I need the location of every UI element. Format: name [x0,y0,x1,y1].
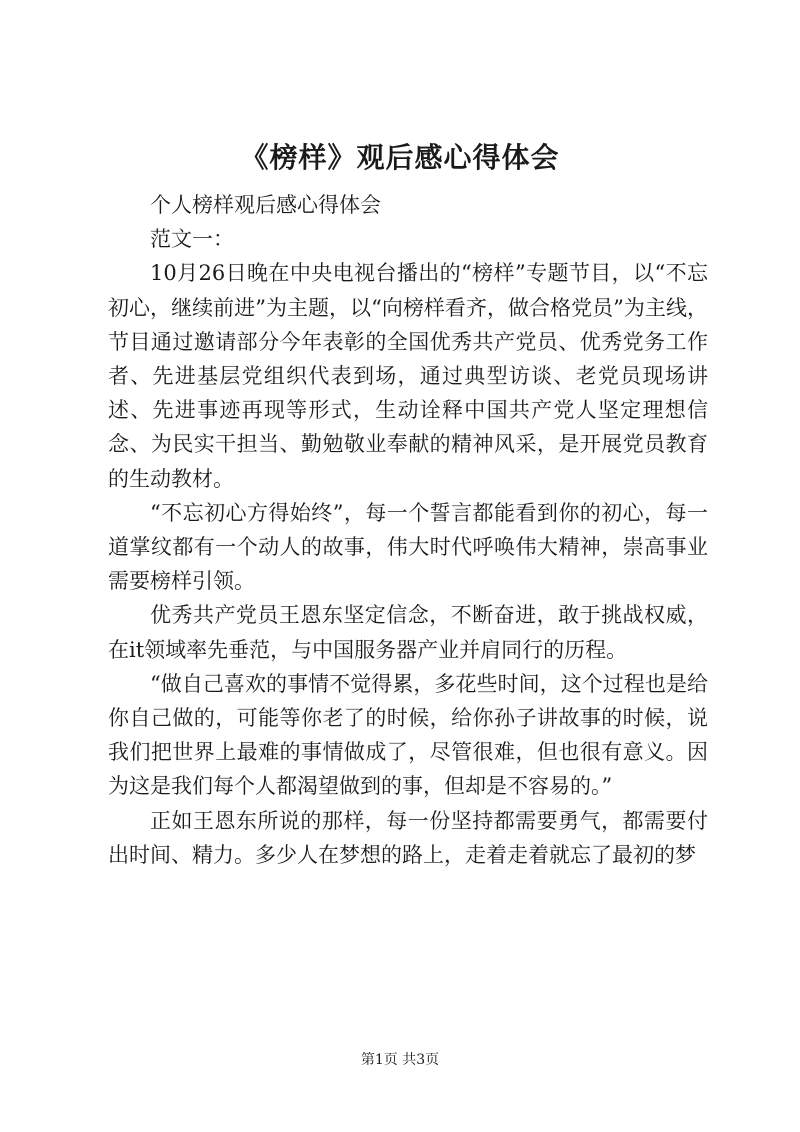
paragraph-quote: “做自己喜欢的事情不觉得累，多花些时间，这个过程也是给你自己做的，可能等你老了的时候，给你孙子讲故事的时候，说我们把世界上最难的事情做成了，尽管很难，但也很有意义。因为这是我们每个人都渴望做到的事，但却是不容易的。” [108,671,708,799]
paragraph-subtitle: 个人榜样观后感心得体会 [150,193,381,217]
paragraph: 10月26日晚在中央电视台播出的“榜样”专题节目，以“不忘初心，继续前进”为主题，以“向榜样看齐，做合格党员”为主线，节目通过邀请部分今年表彰的全国优秀共产党员、优秀党务工作者、先进基层党组织代表到场，通过典型访谈、老党员现场讲述、先进事迹再现等形式，生动诠释中国共产党人坚定理想信念、为民实干担当、勤勉敬业奉献的精神风采，是开展党员教育的生动教材。 [108,261,708,491]
document-title: 《榜样》观后感心得体会 [240,141,560,174]
paragraph-sample-label: 范文一： [150,227,234,252]
paragraph: 正如王恩东所说的那样，每一份坚持都需要勇气，都需要付出时间、精力。多少人在梦想的路上，走着走着就忘了最初的梦 [108,808,708,867]
paragraph: “不忘初心方得始终”，每一个誓言都能看到你的初心，每一道掌纹都有一个动人的故事，伟大时代呼唤伟大精神，崇高事业需要榜样引领。 [108,500,708,594]
document-body [108,188,708,872]
page-footer: 第1页 共3页 [360,1052,440,1068]
paragraph: 优秀共产党员王恩东坚定信念，不断奋进，敢于挑战权威，在it领域率先垂范，与中国服务器产业并肩同行的历程。 [108,603,708,662]
